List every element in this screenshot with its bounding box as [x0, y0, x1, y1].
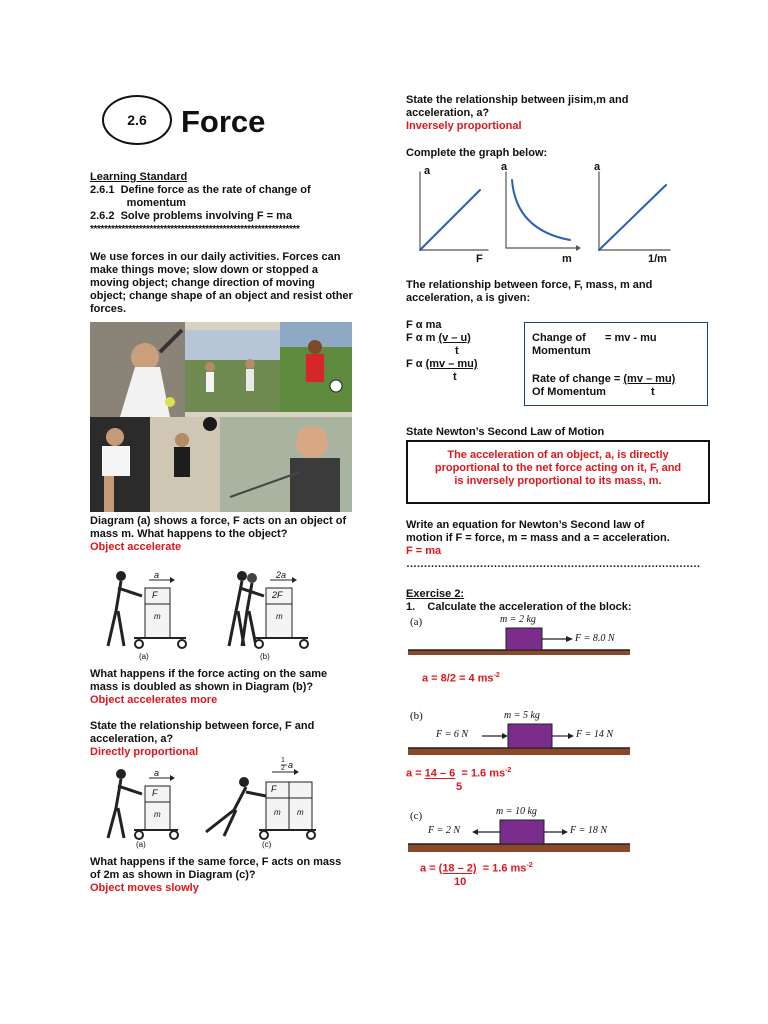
question-3	[90, 720, 314, 759]
graph-y-label: a	[594, 161, 601, 173]
question-2	[90, 668, 327, 707]
mass-label: m = 5 kg	[504, 710, 540, 721]
of-momentum-label: Of Momentum	[532, 386, 606, 398]
answer-text: Directly proportional	[90, 746, 199, 758]
graphs	[404, 160, 694, 270]
acceleration-label: a	[154, 570, 160, 580]
question-text: acceleration, a?	[406, 107, 490, 119]
question-text: of 2m as shown in Diagram (c)?	[90, 869, 256, 881]
formula-1: F α ma	[406, 319, 442, 331]
momentum-change-label: Change of	[532, 332, 586, 344]
learning-standard-item: momentum	[90, 197, 186, 209]
intro-line: forces.	[90, 303, 127, 315]
newton-heading: State Newton’s Second Law of Motion	[406, 426, 605, 438]
intro-paragraph	[90, 251, 353, 316]
sports-photo-collage	[90, 322, 352, 512]
rate-denominator: t	[651, 386, 655, 398]
force-label: F = 2 N	[428, 825, 461, 836]
mass-label: m	[276, 612, 283, 621]
answer-text: F = ma	[406, 545, 442, 557]
law-line: The acceleration of an object, a, is directly	[447, 449, 669, 461]
exercise-c-diagram	[408, 802, 630, 858]
question-text: Write an equation for Newton’s Second law of	[406, 519, 645, 531]
force-label: F = 6 N	[436, 729, 469, 740]
exercise-question: 1. Calculate the acceleration of the block:	[406, 601, 632, 613]
formula-2-denominator: t	[455, 345, 459, 357]
law-line: is inversely proportional to its mass, m.	[454, 475, 662, 487]
diagram-a-c	[94, 757, 334, 852]
question-text: State the relationship between force, F and	[90, 720, 315, 732]
star-divider: ************************************************************	[90, 224, 300, 235]
question-4	[90, 856, 341, 895]
graph-x-label: m	[562, 253, 572, 265]
force-label: F = 8.0 N	[575, 633, 615, 644]
force-label: F	[271, 784, 277, 794]
question-text: motion if F = force, m = mass and a = acceleration.	[406, 532, 670, 544]
question-1	[90, 515, 346, 554]
formula-2: F α m (v – u)	[406, 332, 471, 344]
momentum-box	[524, 322, 708, 406]
force-label: F	[152, 788, 158, 798]
answer-denominator: 10	[454, 875, 467, 888]
momentum-label: Momentum	[532, 345, 591, 357]
equation-question	[406, 519, 700, 571]
diagram-label: (a)	[136, 840, 146, 849]
answer-denominator: 5	[456, 780, 463, 793]
question-text: What happens if the force acting on the same	[90, 668, 328, 680]
diagram-label: (c)	[262, 840, 272, 849]
graph-prompt: Complete the graph below:	[406, 147, 548, 159]
exercise-label: (b)	[410, 710, 423, 722]
graph-x-label: F	[476, 253, 483, 265]
exercise-b-answer: a = 14 – 6 = 1.6 $ms^{-2}$ 5	[406, 767, 512, 793]
intro-line: object; change shape of an object and resist other	[90, 290, 353, 302]
exercise-c-answer: a = (18 – 2) = 1.6 $ms^{-2}$ 10	[420, 862, 533, 888]
graph-line-inverse-mass	[599, 185, 666, 250]
answer-text: Object accelerate	[90, 541, 182, 553]
rate-of-change: Rate of change = (mv – mu)	[532, 373, 676, 385]
law-line: proportional to the net force acting on it, F, and	[434, 462, 682, 474]
question-text: mass is doubled as shown in Diagram (b)?	[90, 681, 314, 693]
graph-x-label: 1/m	[648, 253, 667, 265]
force-label: 2F	[272, 590, 283, 600]
exercise-b-diagram	[408, 706, 630, 758]
question-text: Diagram (a) shows a force, F acts on an object of	[90, 515, 347, 527]
learning-standard-heading: Learning Standard	[90, 171, 188, 183]
mass-label: m	[154, 612, 161, 621]
fraction-numerator: 1	[281, 757, 285, 764]
relationship-intro	[406, 279, 652, 305]
question-text: mass m. What happens to the object?	[90, 528, 288, 540]
force-label: F	[152, 590, 158, 600]
question-text: acceleration, a?	[90, 733, 174, 745]
newton-law-box	[406, 440, 710, 504]
mass-label: m = 2 kg	[500, 614, 536, 625]
exercise-label: (a)	[410, 616, 423, 628]
question-5	[406, 94, 629, 133]
page-title: Force	[181, 104, 266, 139]
learning-standard-item: 2.6.2 Solve problems involving F = ma	[90, 210, 293, 222]
question-text: What happens if the same force, F acts on mass	[90, 856, 342, 868]
diagram-label: (a)	[139, 652, 149, 661]
dotted-line: …………………………………………………………………………	[406, 558, 700, 570]
answer-text: Object moves slowly	[90, 882, 199, 894]
force-label: F = 18 N	[570, 825, 608, 836]
formula-block	[406, 319, 478, 384]
formula-3: F α (mv – mu)	[406, 358, 478, 370]
mass-label: m	[297, 808, 304, 817]
intro-line: We use forces in our daily activities. Forces can	[90, 251, 341, 263]
momentum-change-value: = mv - mu	[605, 332, 657, 344]
exercise-label: (c)	[410, 810, 423, 822]
mass-label: m = 10 kg	[496, 806, 537, 817]
force-label: F = 14 N	[576, 729, 614, 740]
graph-y-label: a	[501, 161, 508, 173]
diagram-a-b	[94, 566, 334, 664]
mass-label: m	[154, 810, 161, 819]
fraction-denominator: 2	[281, 765, 285, 772]
exercise-heading: Exercise 2:	[406, 588, 465, 600]
acceleration-label: 2a	[276, 570, 287, 580]
answer-text: Object accelerates more	[90, 694, 218, 706]
section-number-badge: 2.6	[102, 95, 172, 145]
intro-line: make things move; slow down or stopped a	[90, 264, 318, 276]
diagram-label: (b)	[260, 652, 270, 661]
question-text: State the relationship between jisim,m and	[406, 94, 629, 106]
exercise-a-answer: a = 8/2 = 4 $ms^{-2}$	[422, 672, 500, 685]
acceleration-label: a	[154, 768, 160, 778]
exercise-a-diagram	[408, 612, 630, 664]
acceleration-label: a	[288, 760, 294, 770]
relationship-text: acceleration, a is given:	[406, 292, 531, 304]
mass-label: m	[274, 808, 281, 817]
graph-line-force	[420, 190, 480, 250]
formula-3-denominator: t	[453, 371, 457, 383]
learning-standard-item: 2.6.1 Define force as the rate of change of	[90, 184, 311, 196]
answer-text: Inversely proportional	[406, 120, 522, 132]
intro-line: moving object; change direction of moving	[90, 277, 315, 289]
learning-standard	[90, 171, 311, 236]
graph-y-label: a	[424, 165, 431, 177]
graph-curve-mass	[512, 180, 570, 240]
relationship-text: The relationship between force, F, mass, m and	[406, 279, 653, 291]
